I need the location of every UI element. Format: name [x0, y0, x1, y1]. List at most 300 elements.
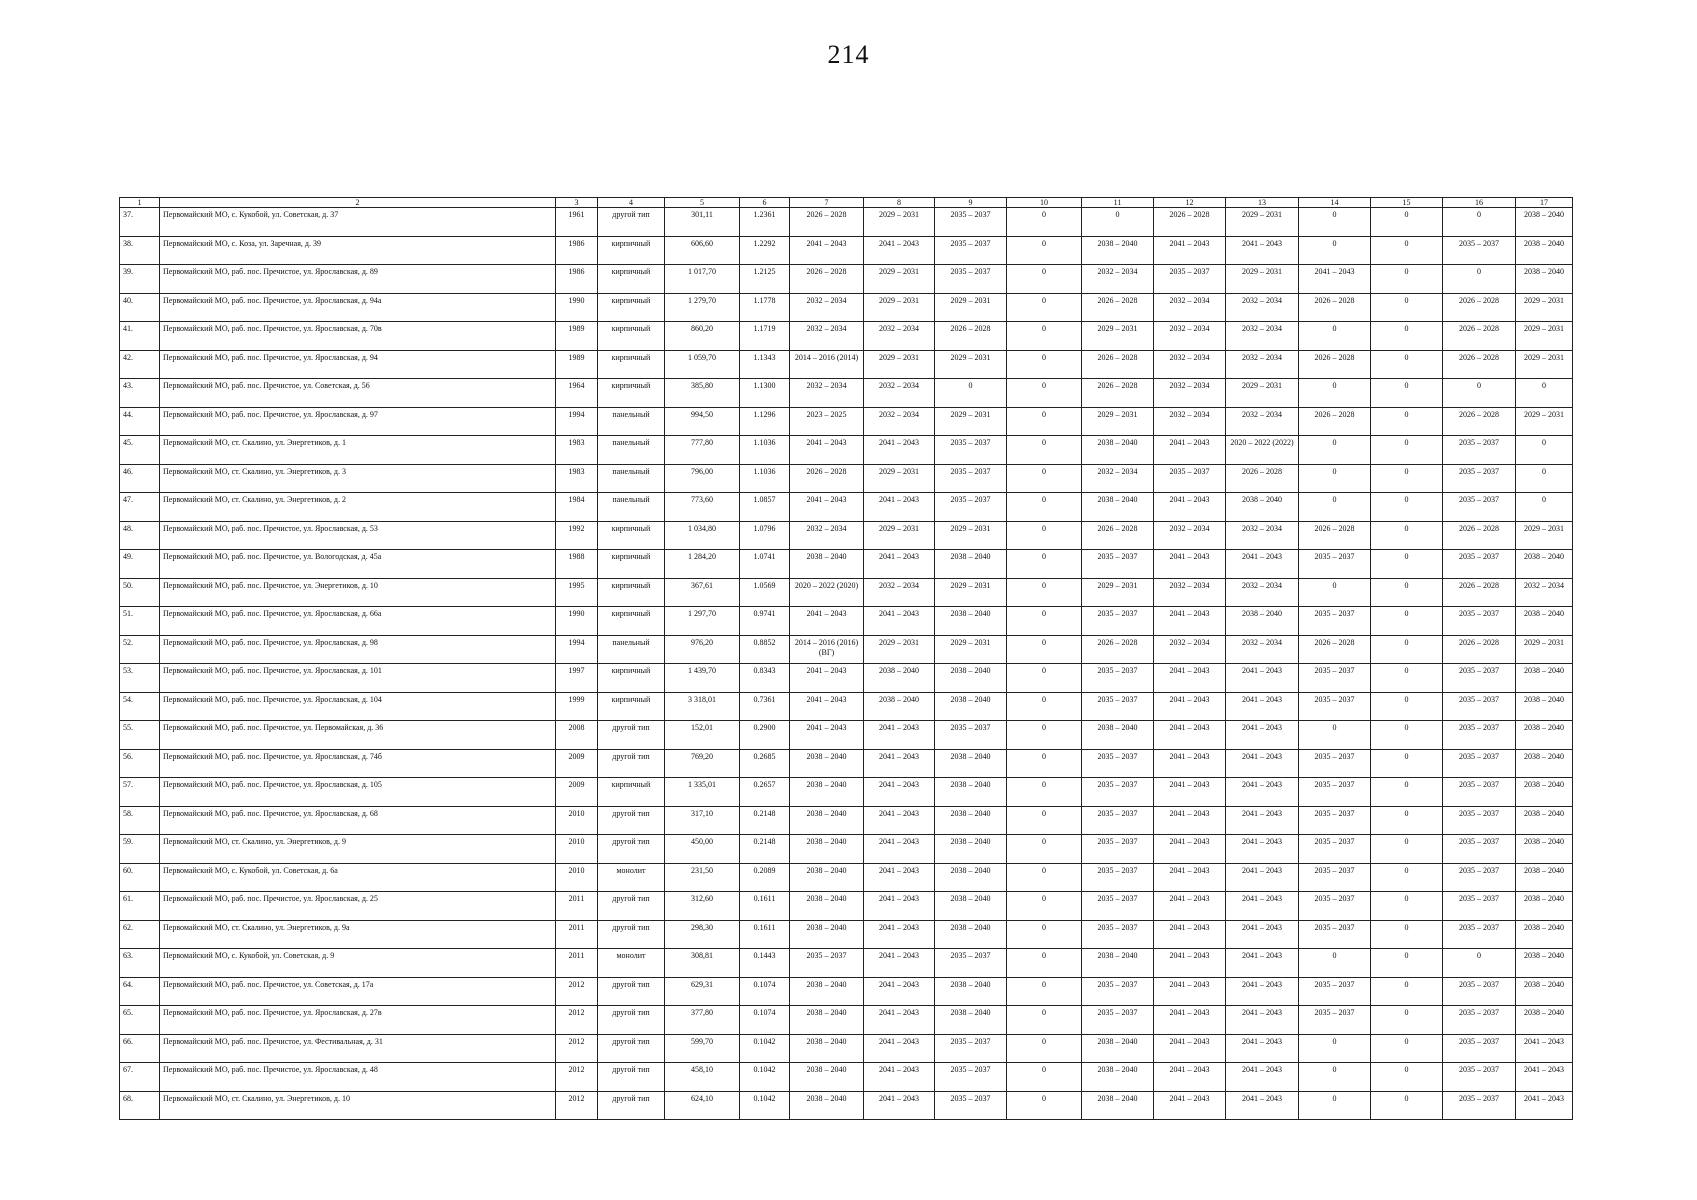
column-header-11: 11 — [1082, 198, 1154, 208]
period-cell-15: 0 — [1371, 436, 1443, 465]
table-row — [120, 379, 1573, 408]
period-cell-12: 2032 – 2034 — [1154, 578, 1226, 607]
year-cell: 2010 — [556, 806, 598, 835]
period-cell-17: 2038 – 2040 — [1516, 664, 1573, 693]
wall-material-cell: кирпичный — [598, 293, 665, 322]
period-cell-10: 0 — [1007, 208, 1082, 237]
area-cell: 1 297,70 — [665, 607, 740, 636]
period-cell-7: 2032 – 2034 — [790, 521, 864, 550]
period-cell-10: 0 — [1007, 835, 1082, 864]
table-row — [120, 464, 1573, 493]
period-cell-8: 2029 – 2031 — [864, 350, 935, 379]
address-cell: Первомайский МО, раб. пос. Пречистое, ул. Ярославская, д. 74б — [160, 749, 556, 778]
period-cell-9: 2035 – 2037 — [935, 721, 1007, 750]
period-cell-13: 2032 – 2034 — [1226, 521, 1299, 550]
area-cell: 976,20 — [665, 635, 740, 664]
index-cell: 1.0741 — [740, 550, 790, 579]
address-cell: Первомайский МО, раб. пос. Пречистое, ул. Ярославская, д. 25 — [160, 892, 556, 921]
period-cell-11: 2035 – 2037 — [1082, 749, 1154, 778]
row-number: 37. — [120, 208, 160, 237]
wall-material-cell: другой тип — [598, 1006, 665, 1035]
period-cell-10: 0 — [1007, 350, 1082, 379]
period-cell-9: 2029 – 2031 — [935, 521, 1007, 550]
period-cell-14: 0 — [1299, 379, 1371, 408]
period-cell-11: 2029 – 2031 — [1082, 407, 1154, 436]
address-cell: Первомайский МО, раб. пос. Пречистое, ул. Ярославская, д. 48 — [160, 1063, 556, 1092]
index-cell: 1.1343 — [740, 350, 790, 379]
year-cell: 1983 — [556, 436, 598, 465]
period-cell-17: 2038 – 2040 — [1516, 835, 1573, 864]
period-cell-9: 2038 – 2040 — [935, 977, 1007, 1006]
period-cell-10: 0 — [1007, 863, 1082, 892]
period-cell-16: 2035 – 2037 — [1443, 892, 1516, 921]
wall-material-cell: кирпичный — [598, 379, 665, 408]
period-cell-7: 2023 – 2025 — [790, 407, 864, 436]
address-cell: Первомайский МО, ст. Скалино, ул. Энергетиков, д. 2 — [160, 493, 556, 522]
period-cell-16: 0 — [1443, 208, 1516, 237]
table-row — [120, 350, 1573, 379]
period-cell-15: 0 — [1371, 949, 1443, 978]
year-cell: 1983 — [556, 464, 598, 493]
row-number: 55. — [120, 721, 160, 750]
address-cell: Первомайский МО, раб. пос. Пречистое, ул. Энергетиков, д. 10 — [160, 578, 556, 607]
area-cell: 777,80 — [665, 436, 740, 465]
period-cell-8: 2029 – 2031 — [864, 635, 935, 664]
period-cell-17: 2029 – 2031 — [1516, 521, 1573, 550]
area-cell: 377,80 — [665, 1006, 740, 1035]
wall-material-cell: кирпичный — [598, 778, 665, 807]
index-cell: 1.1036 — [740, 436, 790, 465]
address-cell: Первомайский МО, раб. пос. Пречистое, ул. Фестивальная, д. 31 — [160, 1034, 556, 1063]
period-cell-7: 2032 – 2034 — [790, 293, 864, 322]
period-cell-10: 0 — [1007, 464, 1082, 493]
column-header-8: 8 — [864, 198, 935, 208]
period-cell-12: 2041 – 2043 — [1154, 493, 1226, 522]
period-cell-14: 2026 – 2028 — [1299, 293, 1371, 322]
table-row — [120, 949, 1573, 978]
index-cell: 0.8852 — [740, 635, 790, 664]
period-cell-7: 2041 – 2043 — [790, 236, 864, 265]
period-cell-10: 0 — [1007, 607, 1082, 636]
period-cell-13: 2032 – 2034 — [1226, 578, 1299, 607]
period-cell-14: 2035 – 2037 — [1299, 863, 1371, 892]
period-cell-12: 2041 – 2043 — [1154, 1034, 1226, 1063]
wall-material-cell: другой тип — [598, 806, 665, 835]
period-cell-14: 2035 – 2037 — [1299, 692, 1371, 721]
period-cell-11: 2029 – 2031 — [1082, 578, 1154, 607]
period-cell-11: 2038 – 2040 — [1082, 1063, 1154, 1092]
column-header-17: 17 — [1516, 198, 1573, 208]
period-cell-7: 2041 – 2043 — [790, 493, 864, 522]
period-cell-16: 2035 – 2037 — [1443, 436, 1516, 465]
period-cell-16: 2026 – 2028 — [1443, 293, 1516, 322]
period-cell-13: 2038 – 2040 — [1226, 607, 1299, 636]
period-cell-12: 2032 – 2034 — [1154, 379, 1226, 408]
period-cell-7: 2038 – 2040 — [790, 1091, 864, 1120]
period-cell-10: 0 — [1007, 236, 1082, 265]
period-cell-17: 2029 – 2031 — [1516, 635, 1573, 664]
year-cell: 2010 — [556, 835, 598, 864]
period-cell-13: 2041 – 2043 — [1226, 835, 1299, 864]
area-cell: 1 335,01 — [665, 778, 740, 807]
row-number: 45. — [120, 436, 160, 465]
period-cell-16: 2035 – 2037 — [1443, 692, 1516, 721]
area-cell: 312,60 — [665, 892, 740, 921]
period-cell-8: 2041 – 2043 — [864, 1063, 935, 1092]
period-cell-10: 0 — [1007, 265, 1082, 294]
period-cell-7: 2041 – 2043 — [790, 692, 864, 721]
table-row — [120, 493, 1573, 522]
year-cell: 1994 — [556, 407, 598, 436]
wall-material-cell: другой тип — [598, 1091, 665, 1120]
period-cell-13: 2020 – 2022 (2022) — [1226, 436, 1299, 465]
period-cell-12: 2041 – 2043 — [1154, 692, 1226, 721]
period-cell-9: 2035 – 2037 — [935, 949, 1007, 978]
area-cell: 1 034,80 — [665, 521, 740, 550]
index-cell: 1.0857 — [740, 493, 790, 522]
period-cell-15: 0 — [1371, 208, 1443, 237]
period-cell-10: 0 — [1007, 436, 1082, 465]
period-cell-10: 0 — [1007, 293, 1082, 322]
period-cell-8: 2038 – 2040 — [864, 692, 935, 721]
area-cell: 152,01 — [665, 721, 740, 750]
period-cell-12: 2032 – 2034 — [1154, 322, 1226, 351]
period-cell-7: 2038 – 2040 — [790, 977, 864, 1006]
period-cell-9: 2035 – 2037 — [935, 265, 1007, 294]
period-cell-8: 2041 – 2043 — [864, 749, 935, 778]
table-row — [120, 835, 1573, 864]
period-cell-10: 0 — [1007, 949, 1082, 978]
period-cell-15: 0 — [1371, 407, 1443, 436]
period-cell-12: 2041 – 2043 — [1154, 835, 1226, 864]
period-cell-8: 2032 – 2034 — [864, 379, 935, 408]
index-cell: 0.2148 — [740, 835, 790, 864]
period-cell-9: 2029 – 2031 — [935, 578, 1007, 607]
index-cell: 0.2685 — [740, 749, 790, 778]
period-cell-7: 2026 – 2028 — [790, 208, 864, 237]
period-cell-14: 0 — [1299, 949, 1371, 978]
column-header-7: 7 — [790, 198, 864, 208]
period-cell-14: 0 — [1299, 1034, 1371, 1063]
period-cell-13: 2041 – 2043 — [1226, 721, 1299, 750]
period-cell-7: 2038 – 2040 — [790, 550, 864, 579]
row-number: 41. — [120, 322, 160, 351]
address-cell: Первомайский МО, раб. пос. Пречистое, ул. Советская, д. 17а — [160, 977, 556, 1006]
wall-material-cell: другой тип — [598, 977, 665, 1006]
period-cell-14: 2026 – 2028 — [1299, 521, 1371, 550]
period-cell-7: 2038 – 2040 — [790, 1063, 864, 1092]
table-row — [120, 664, 1573, 693]
period-cell-14: 2035 – 2037 — [1299, 778, 1371, 807]
period-cell-17: 2038 – 2040 — [1516, 1006, 1573, 1035]
period-cell-15: 0 — [1371, 322, 1443, 351]
table-row — [120, 293, 1573, 322]
period-cell-11: 2029 – 2031 — [1082, 322, 1154, 351]
period-cell-7: 2014 – 2016 (2014) — [790, 350, 864, 379]
row-number: 64. — [120, 977, 160, 1006]
period-cell-8: 2041 – 2043 — [864, 493, 935, 522]
period-cell-11: 0 — [1082, 208, 1154, 237]
period-cell-11: 2035 – 2037 — [1082, 892, 1154, 921]
row-number: 51. — [120, 607, 160, 636]
year-cell: 1989 — [556, 322, 598, 351]
period-cell-15: 0 — [1371, 664, 1443, 693]
period-cell-8: 2041 – 2043 — [864, 607, 935, 636]
index-cell: 0.1042 — [740, 1091, 790, 1120]
year-cell: 1995 — [556, 578, 598, 607]
period-cell-8: 2041 – 2043 — [864, 550, 935, 579]
wall-material-cell: кирпичный — [598, 607, 665, 636]
year-cell: 2011 — [556, 892, 598, 921]
address-cell: Первомайский МО, раб. пос. Пречистое, ул. Ярославская, д. 94а — [160, 293, 556, 322]
period-cell-15: 0 — [1371, 635, 1443, 664]
area-cell: 860,20 — [665, 322, 740, 351]
period-cell-13: 2041 – 2043 — [1226, 1034, 1299, 1063]
index-cell: 0.1443 — [740, 949, 790, 978]
index-cell: 1.1300 — [740, 379, 790, 408]
address-cell: Первомайский МО, с. Кукобой, ул. Советская, д. 37 — [160, 208, 556, 237]
period-cell-15: 0 — [1371, 749, 1443, 778]
index-cell: 0.2089 — [740, 863, 790, 892]
column-header-13: 13 — [1226, 198, 1299, 208]
period-cell-8: 2032 – 2034 — [864, 407, 935, 436]
year-cell: 1984 — [556, 493, 598, 522]
period-cell-15: 0 — [1371, 806, 1443, 835]
period-cell-11: 2035 – 2037 — [1082, 806, 1154, 835]
period-cell-12: 2041 – 2043 — [1154, 721, 1226, 750]
row-number: 46. — [120, 464, 160, 493]
year-cell: 1999 — [556, 692, 598, 721]
period-cell-17: 2038 – 2040 — [1516, 607, 1573, 636]
period-cell-16: 0 — [1443, 949, 1516, 978]
table-row — [120, 892, 1573, 921]
area-cell: 1 017,70 — [665, 265, 740, 294]
column-header-1: 1 — [120, 198, 160, 208]
address-cell: Первомайский МО, с. Кукобой, ул. Советская, д. 6а — [160, 863, 556, 892]
period-cell-10: 0 — [1007, 521, 1082, 550]
year-cell: 2012 — [556, 1063, 598, 1092]
period-cell-17: 2038 – 2040 — [1516, 236, 1573, 265]
period-cell-7: 2038 – 2040 — [790, 835, 864, 864]
wall-material-cell: панельный — [598, 464, 665, 493]
address-cell: Первомайский МО, раб. пос. Пречистое, ул. Советская, д. 56 — [160, 379, 556, 408]
year-cell: 2010 — [556, 863, 598, 892]
period-cell-10: 0 — [1007, 550, 1082, 579]
period-cell-13: 2032 – 2034 — [1226, 293, 1299, 322]
period-cell-9: 2035 – 2037 — [935, 236, 1007, 265]
wall-material-cell: другой тип — [598, 1034, 665, 1063]
period-cell-11: 2032 – 2034 — [1082, 265, 1154, 294]
period-cell-11: 2026 – 2028 — [1082, 350, 1154, 379]
period-cell-17: 2038 – 2040 — [1516, 806, 1573, 835]
period-cell-13: 2029 – 2031 — [1226, 208, 1299, 237]
period-cell-13: 2041 – 2043 — [1226, 550, 1299, 579]
period-cell-9: 2038 – 2040 — [935, 692, 1007, 721]
period-cell-15: 0 — [1371, 350, 1443, 379]
area-cell: 298,30 — [665, 920, 740, 949]
period-cell-16: 2026 – 2028 — [1443, 578, 1516, 607]
wall-material-cell: панельный — [598, 493, 665, 522]
index-cell: 1.2125 — [740, 265, 790, 294]
index-cell: 1.2361 — [740, 208, 790, 237]
period-cell-16: 2035 – 2037 — [1443, 721, 1516, 750]
period-cell-13: 2041 – 2043 — [1226, 892, 1299, 921]
period-cell-16: 2035 – 2037 — [1443, 1063, 1516, 1092]
column-header-16: 16 — [1443, 198, 1516, 208]
period-cell-16: 2035 – 2037 — [1443, 464, 1516, 493]
period-cell-13: 2026 – 2028 — [1226, 464, 1299, 493]
period-cell-12: 2041 – 2043 — [1154, 436, 1226, 465]
address-cell: Первомайский МО, ст. Скалино, ул. Энергетиков, д. 10 — [160, 1091, 556, 1120]
period-cell-8: 2041 – 2043 — [864, 863, 935, 892]
period-cell-12: 2026 – 2028 — [1154, 208, 1226, 237]
year-cell: 2009 — [556, 778, 598, 807]
period-cell-12: 2035 – 2037 — [1154, 464, 1226, 493]
wall-material-cell: другой тип — [598, 920, 665, 949]
period-cell-9: 2038 – 2040 — [935, 1006, 1007, 1035]
period-cell-12: 2041 – 2043 — [1154, 949, 1226, 978]
period-cell-9: 2029 – 2031 — [935, 350, 1007, 379]
address-cell: Первомайский МО, раб. пос. Пречистое, ул. Ярославская, д. 53 — [160, 521, 556, 550]
period-cell-14: 2035 – 2037 — [1299, 1006, 1371, 1035]
period-cell-17: 2038 – 2040 — [1516, 778, 1573, 807]
period-cell-13: 2038 – 2040 — [1226, 493, 1299, 522]
period-cell-13: 2041 – 2043 — [1226, 778, 1299, 807]
period-cell-12: 2032 – 2034 — [1154, 521, 1226, 550]
index-cell: 0.1074 — [740, 1006, 790, 1035]
period-cell-16: 2035 – 2037 — [1443, 863, 1516, 892]
row-number: 38. — [120, 236, 160, 265]
period-cell-17: 2038 – 2040 — [1516, 692, 1573, 721]
period-cell-11: 2035 – 2037 — [1082, 1006, 1154, 1035]
period-cell-7: 2038 – 2040 — [790, 778, 864, 807]
table-row — [120, 863, 1573, 892]
column-header-10: 10 — [1007, 198, 1082, 208]
period-cell-14: 0 — [1299, 322, 1371, 351]
period-cell-10: 0 — [1007, 721, 1082, 750]
period-cell-15: 0 — [1371, 379, 1443, 408]
index-cell: 0.9741 — [740, 607, 790, 636]
table-row — [120, 436, 1573, 465]
column-header-14: 14 — [1299, 198, 1371, 208]
period-cell-16: 2035 – 2037 — [1443, 493, 1516, 522]
row-number: 42. — [120, 350, 160, 379]
period-cell-14: 0 — [1299, 1063, 1371, 1092]
period-cell-17: 2038 – 2040 — [1516, 863, 1573, 892]
period-cell-8: 2029 – 2031 — [864, 464, 935, 493]
address-cell: Первомайский МО, ст. Скалино, ул. Энергетиков, д. 9а — [160, 920, 556, 949]
address-cell: Первомайский МО, раб. пос. Пречистое, ул. Ярославская, д. 98 — [160, 635, 556, 664]
wall-material-cell: кирпичный — [598, 550, 665, 579]
period-cell-8: 2041 – 2043 — [864, 977, 935, 1006]
period-cell-11: 2035 – 2037 — [1082, 778, 1154, 807]
period-cell-15: 0 — [1371, 1006, 1443, 1035]
row-number: 68. — [120, 1091, 160, 1120]
period-cell-9: 0 — [935, 379, 1007, 408]
address-cell: Первомайский МО, раб. пос. Пречистое, ул. Вологодская, д. 45а — [160, 550, 556, 579]
period-cell-10: 0 — [1007, 806, 1082, 835]
table-row — [120, 521, 1573, 550]
period-cell-10: 0 — [1007, 493, 1082, 522]
row-number: 66. — [120, 1034, 160, 1063]
table-row — [120, 407, 1573, 436]
row-number: 48. — [120, 521, 160, 550]
period-cell-15: 0 — [1371, 1063, 1443, 1092]
year-cell: 1997 — [556, 664, 598, 693]
period-cell-16: 2035 – 2037 — [1443, 1006, 1516, 1035]
index-cell: 0.8343 — [740, 664, 790, 693]
wall-material-cell: кирпичный — [598, 322, 665, 351]
period-cell-10: 0 — [1007, 635, 1082, 664]
table-row — [120, 749, 1573, 778]
period-cell-14: 2035 – 2037 — [1299, 806, 1371, 835]
period-cell-7: 2020 – 2022 (2020) — [790, 578, 864, 607]
table-row — [120, 721, 1573, 750]
period-cell-17: 2038 – 2040 — [1516, 920, 1573, 949]
period-cell-10: 0 — [1007, 692, 1082, 721]
index-cell: 1.1719 — [740, 322, 790, 351]
index-cell: 0.2900 — [740, 721, 790, 750]
period-cell-9: 2029 – 2031 — [935, 407, 1007, 436]
period-cell-17: 2038 – 2040 — [1516, 550, 1573, 579]
period-cell-8: 2032 – 2034 — [864, 578, 935, 607]
period-cell-13: 2041 – 2043 — [1226, 236, 1299, 265]
period-cell-10: 0 — [1007, 778, 1082, 807]
table-row — [120, 578, 1573, 607]
wall-material-cell: другой тип — [598, 721, 665, 750]
wall-material-cell: кирпичный — [598, 692, 665, 721]
index-cell: 0.1042 — [740, 1063, 790, 1092]
table-row — [120, 977, 1573, 1006]
period-cell-16: 2035 – 2037 — [1443, 835, 1516, 864]
period-cell-9: 2035 – 2037 — [935, 208, 1007, 237]
period-cell-17: 0 — [1516, 464, 1573, 493]
period-cell-13: 2029 – 2031 — [1226, 379, 1299, 408]
period-cell-15: 0 — [1371, 692, 1443, 721]
period-cell-11: 2026 – 2028 — [1082, 635, 1154, 664]
row-number: 44. — [120, 407, 160, 436]
index-cell: 1.2292 — [740, 236, 790, 265]
period-cell-14: 2035 – 2037 — [1299, 977, 1371, 1006]
period-cell-14: 0 — [1299, 493, 1371, 522]
address-cell: Первомайский МО, с. Коза, ул. Заречная, д. 39 — [160, 236, 556, 265]
period-cell-7: 2032 – 2034 — [790, 322, 864, 351]
period-cell-9: 2035 – 2037 — [935, 436, 1007, 465]
area-cell: 773,60 — [665, 493, 740, 522]
period-cell-9: 2029 – 2031 — [935, 293, 1007, 322]
period-cell-16: 2035 – 2037 — [1443, 236, 1516, 265]
year-cell: 1990 — [556, 607, 598, 636]
period-cell-14: 2035 – 2037 — [1299, 749, 1371, 778]
year-cell: 1986 — [556, 265, 598, 294]
period-cell-15: 0 — [1371, 1091, 1443, 1120]
period-cell-16: 2026 – 2028 — [1443, 350, 1516, 379]
period-cell-17: 2038 – 2040 — [1516, 892, 1573, 921]
period-cell-16: 2035 – 2037 — [1443, 1091, 1516, 1120]
period-cell-14: 2035 – 2037 — [1299, 920, 1371, 949]
column-header-6: 6 — [740, 198, 790, 208]
period-cell-11: 2035 – 2037 — [1082, 835, 1154, 864]
table-row — [120, 920, 1573, 949]
period-cell-10: 0 — [1007, 1063, 1082, 1092]
wall-material-cell: кирпичный — [598, 664, 665, 693]
period-cell-9: 2035 – 2037 — [935, 1063, 1007, 1092]
year-cell: 1986 — [556, 236, 598, 265]
period-cell-14: 0 — [1299, 208, 1371, 237]
period-cell-10: 0 — [1007, 379, 1082, 408]
index-cell: 1.0796 — [740, 521, 790, 550]
period-cell-8: 2041 – 2043 — [864, 1091, 935, 1120]
